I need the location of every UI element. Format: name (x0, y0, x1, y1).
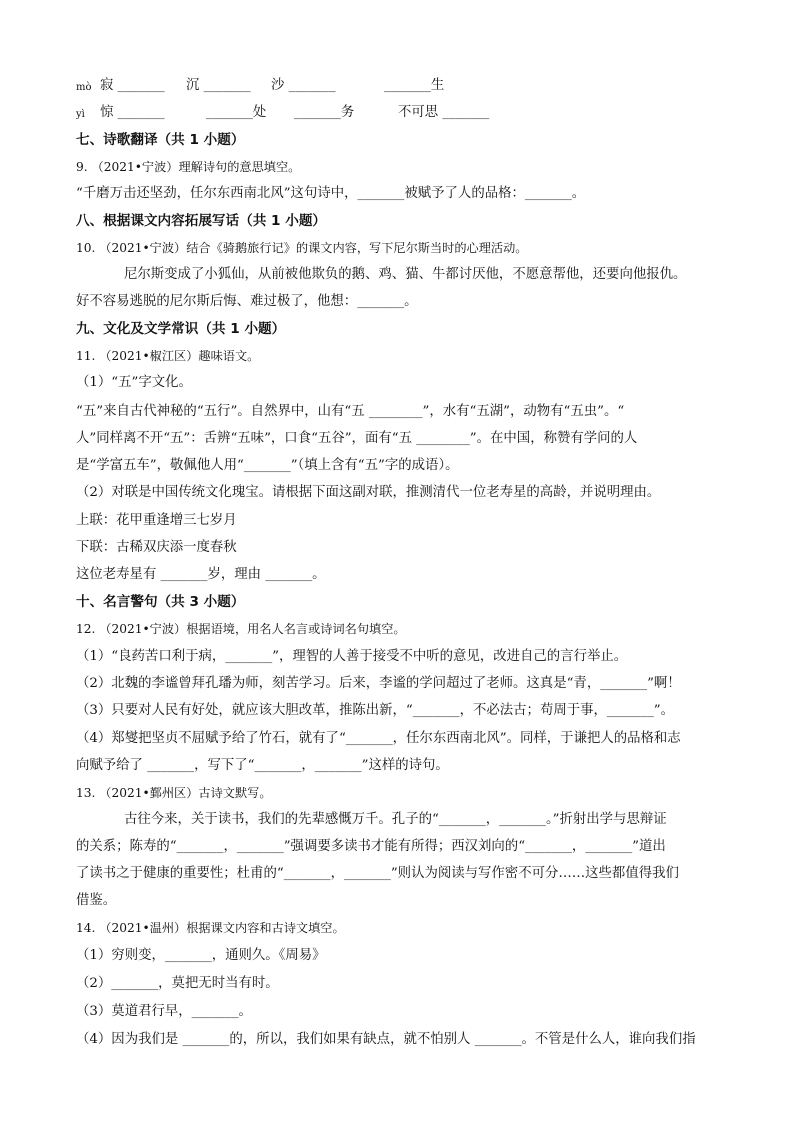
question-11-part-2: （2）对联是中国传统文化瑰宝。请根据下面这副对联，推测清代一位老寿星的高龄，并说明理由。 (76, 485, 661, 500)
question-11-body-3: 是“学富五车”，敬佩他人用“_______”（填上含有“五”字的成语）。 (76, 458, 459, 473)
question-10-body-2: 好不容易逃脱的尼尔斯后悔、难过极了，他想：_______。 (76, 294, 418, 309)
question-9: 9. （2021•宁波）理解诗句的意思填空。 (76, 160, 301, 174)
question-10-body-1: 尼尔斯变成了小狐仙，从前被他欺负的鹅、鸡、猫、牛都讨厌他，不愿意帮他，还要向他报仇。 (124, 267, 687, 282)
question-14-part-1: （1）穷则变，_______，通则久。《周易》 (76, 948, 326, 963)
question-11-part-1: （1）“五”字文化。 (76, 375, 192, 390)
pinyin-mo-item-3: 沙 _______ (271, 78, 336, 93)
question-11-body-2: 人”同样离不开“五”：舌辨“五味”，口食“五谷”，面有“五 ________”。在中国，称赞有学问的人 (76, 431, 638, 446)
question-14-part-3: （3）莫道君行早，_______。 (76, 1004, 252, 1019)
couplet-upper: 上联：花甲重逢增三七岁月 (76, 513, 237, 528)
pinyin-mo-item-1: 寂 _______ (100, 78, 165, 93)
pinyin-yi-item-3: _______务 (294, 105, 355, 120)
question-12: 12. （2021•宁波）根据语境，用名人名言或诗词名句填空。 (76, 622, 406, 636)
pinyin-label-yi: yì (76, 109, 85, 120)
question-12-part-4b: 向赋予给了 _______，写下了“_______，_______”这样的诗句。 (76, 758, 449, 773)
pinyin-label-mo: mò (76, 82, 92, 93)
question-12-part-2: （2）北魏的李谧曾拜孔璠为师，刻苦学习。后来，李谧的学问超过了老师。这真是“青，_______”啊！ (76, 676, 681, 691)
pinyin-mo-item-2: 沉 _______ (186, 78, 251, 93)
question-14-part-2: （2）_______，莫把无时当有时。 (76, 976, 279, 991)
question-9-body: “千磨万击还坚劲，任尔东西南北风”这句诗中，_______被赋予了人的品格：_______。 (76, 186, 586, 201)
question-10: 10. （2021•宁波）结合《骑鹅旅行记》的课文内容，写下尼尔斯当时的心理活动。 (76, 241, 528, 255)
question-12-part-1: （1）“良药苦口利于病，_______”，理智的人善于接受不中听的意见，改进自己的言行举止。 (76, 649, 628, 664)
question-11-body-1: “五”来自古代神秘的“五行”。自然界中，山有“五 ________”，水有“五湖”，动物有“五虫”。“ (76, 404, 625, 419)
question-14-part-4: （4）因为我们是 _______的，所以，我们如果有缺点，就不怕别人 _______。不管是什么人，谁向我们指 (76, 1032, 696, 1047)
pinyin-yi-item-1: 惊 _______ (100, 105, 165, 120)
section-8-heading: 八、根据课文内容拓展写话（共 1 小题） (76, 213, 327, 229)
section-10-heading: 十、名言警句（共 3 小题） (76, 594, 245, 610)
question-13-body-3: 了读书之于健康的重要性；杜甫的“_______，_______”则认为阅读与写作密不可分……这些都值得我们 (76, 866, 679, 881)
pinyin-yi-item-4: 不可思 _______ (398, 105, 490, 120)
question-13-body-2: 的关系；陈寿的“_______，_______”强调要多读书才能有所得；西汉刘向的“_______，_______”道出 (76, 839, 666, 854)
section-9-heading: 九、文化及文学常识（共 1 小题） (76, 321, 286, 337)
pinyin-yi-item-2: _______处 (206, 105, 267, 120)
question-12-part-3: （3）只要对人民有好处，就应该大胆改革，推陈出新，“_______，不必法古；苟周于事，_______”。 (76, 703, 675, 718)
section-7-heading: 七、诗歌翻译（共 1 小题） (76, 132, 245, 148)
question-13-body-4: 借鉴。 (76, 893, 117, 908)
couplet-lower: 下联：古稀双庆添一度春秋 (76, 540, 237, 555)
question-11: 11. （2021•椒江区）趣味语文。 (76, 349, 260, 363)
question-14: 14. （2021•温州）根据课文内容和古诗文填空。 (76, 921, 345, 935)
question-13: 13. （2021•鄞州区）古诗文默写。 (76, 786, 272, 800)
question-11-answer: 这位老寿星有 _______岁，理由 _______。 (76, 567, 326, 582)
pinyin-mo-item-4: _______生 (384, 78, 445, 93)
question-13-body-1: 古往今来，关于读书，我们的先辈感慨万千。孔子的“_______，_______。”折射出学与思辩证 (124, 812, 667, 827)
question-12-part-4a: （4）郑燮把坚贞不屈赋予给了竹石，就有了“_______，任尔东西南北风”。同样，于谦把人的品格和志 (76, 731, 681, 746)
